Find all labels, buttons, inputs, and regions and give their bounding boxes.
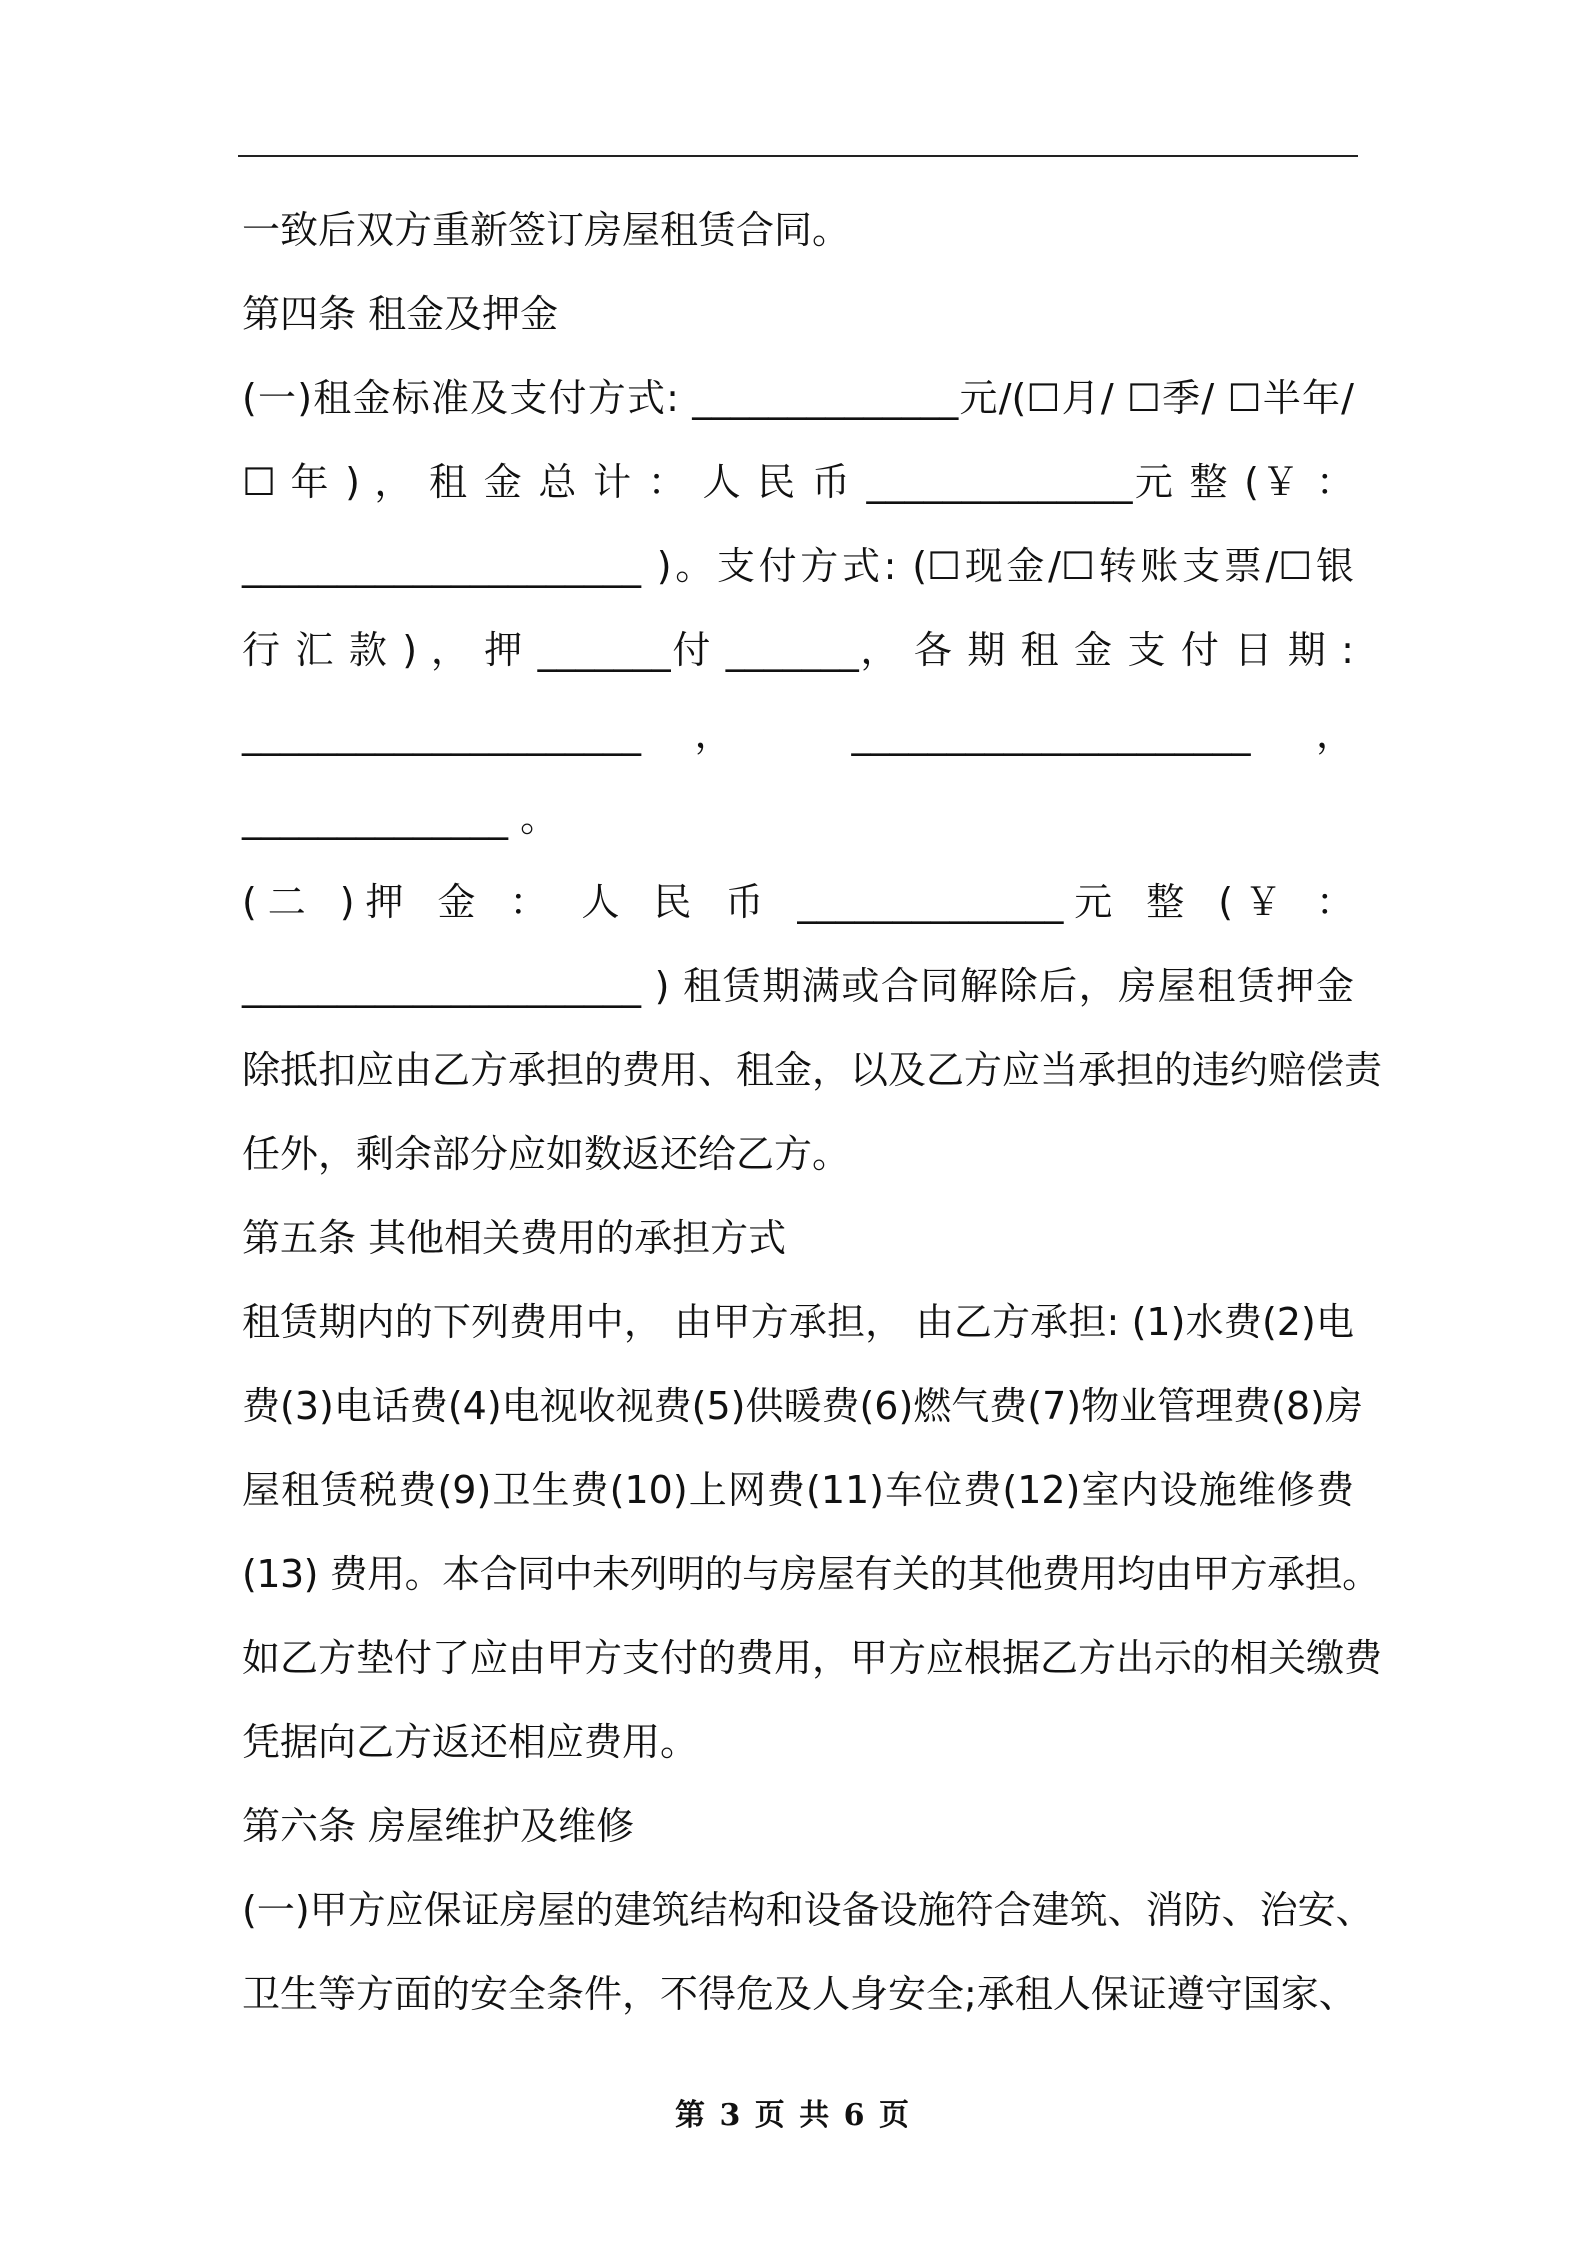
article-heading: 第五条 其他相关费用的承担方式 — [242, 1216, 787, 1260]
body-line: 租赁期内的下列费用中， 由甲方承担， 由乙方承担: (1)水费(2)电 — [242, 1300, 1354, 1344]
body-line: _____________________ )。支付方式: (☐现金/☐转账支票/☐银 — [242, 544, 1354, 588]
page-number: 第 3 页 共 6 页 — [675, 2098, 911, 2133]
contract-body — [242, 198, 1383, 2046]
body-line: 一致后双方重新签订房屋租赁合同。 — [242, 208, 851, 252]
body-line: 除抵扣应由乙方承担的费用、租金，以及乙方应当承担的违约赔偿责 — [242, 1048, 1383, 1092]
header-rule — [238, 155, 1358, 157]
body-line: 如乙方垫付了应由甲方支付的费用，甲方应根据乙方出示的相关缴费 — [242, 1636, 1383, 1680]
body-line: 任外，剩余部分应如数返还给乙方。 — [242, 1132, 851, 1176]
body-line: 费(3)电话费(4)电视收视费(5)供暖费(6)燃气费(7)物业管理费(8)房 — [242, 1384, 1363, 1428]
body-line: (二 )押 金 ： 人 民 币 ______________元 整 (￥ ： — [242, 880, 1354, 924]
body-line: 行 汇 款 ) ， 押 _______付 _______， 各 期 租 金 支 付 日 期 : — [242, 628, 1354, 672]
body-line: 屋租赁税费(9)卫生费(10)上网费(11)车位费(12)室内设施维修费 — [242, 1468, 1354, 1512]
body-line: (一)甲方应保证房屋的建筑结构和设备设施符合建筑、消防、治安、 — [242, 1888, 1374, 1932]
body-line: 凭据向乙方返还相应费用。 — [242, 1720, 699, 1764]
article-heading: 第六条 房屋维护及维修 — [242, 1804, 635, 1848]
body-line: (一)租金标准及支付方式: ______________元/(☐月/ ☐季/ ☐半年/ — [242, 376, 1354, 420]
body-line: (13) 费用。本合同中未列明的与房屋有关的其他费用均由甲方承担。 — [242, 1552, 1380, 1596]
article-heading: 第四条 租金及押金 — [242, 292, 559, 336]
body-line: _____________________， _____________________ ， — [242, 712, 1354, 756]
body-line: ☐ 年 ) ， 租 金 总 计 ： 人 民 币 ______________元 整 (￥ ： — [242, 460, 1354, 504]
body-line: _____________________ ) 租赁期满或合同解除后，房屋租赁押金 — [242, 964, 1354, 1008]
body-line: ______________ 。 — [242, 796, 559, 840]
body-line: 卫生等方面的安全条件，不得危及人身安全;承租人保证遵守国家、 — [242, 1972, 1357, 2016]
